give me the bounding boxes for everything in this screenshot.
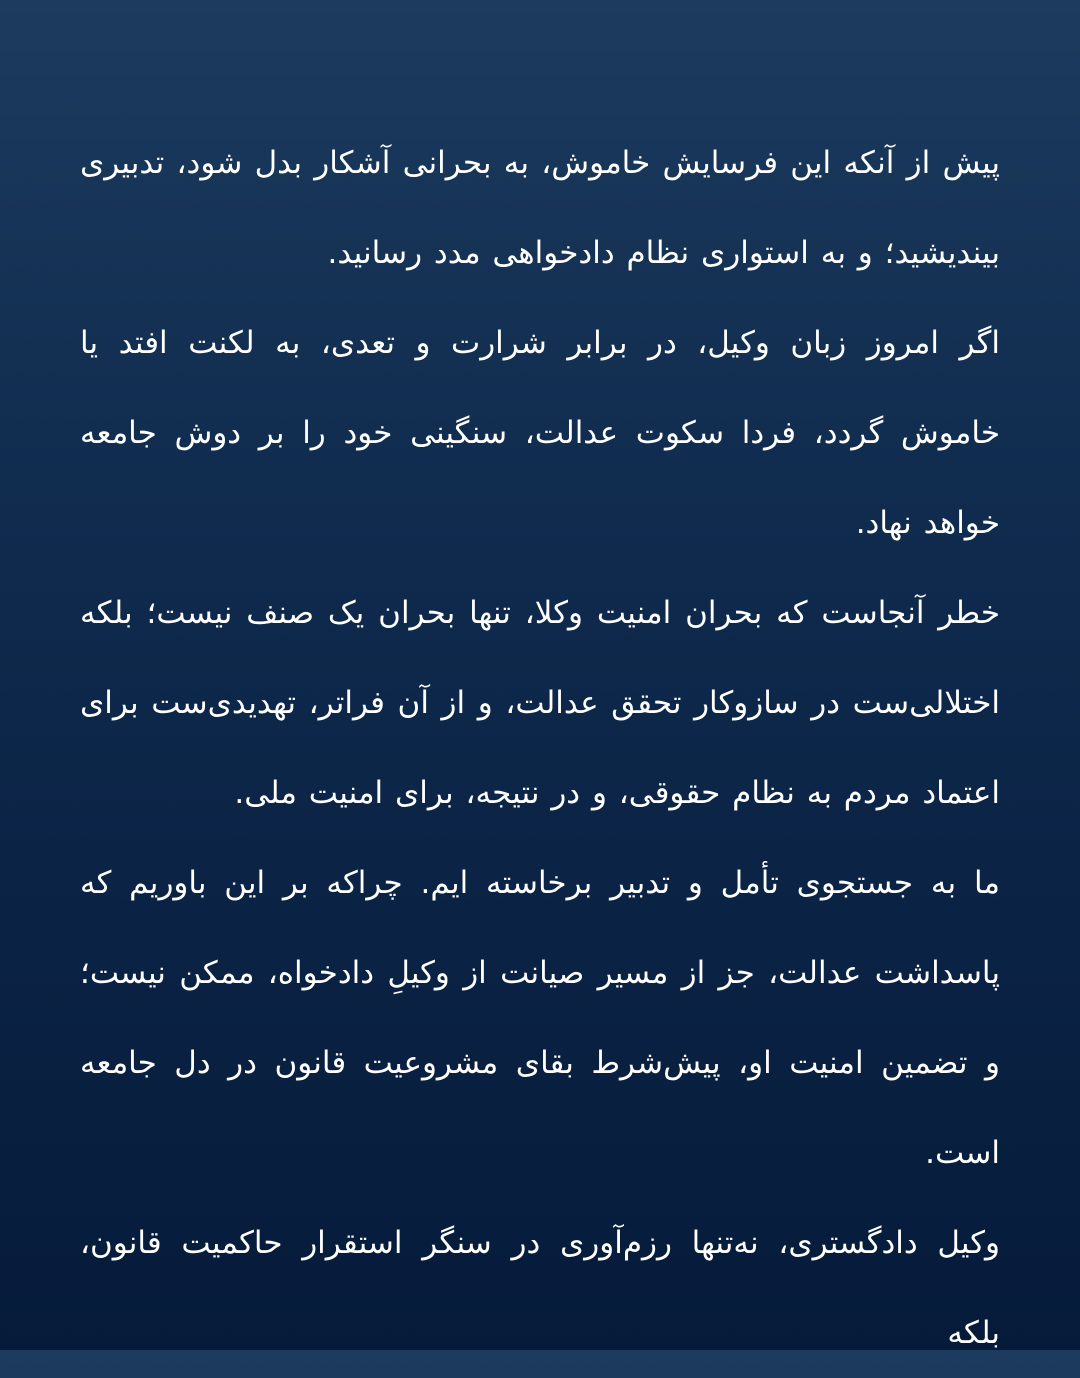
article-text [80,118,1000,1378]
paragraph-3: خطر آنجاست که بحران امنیت وکلا، تنها بحران یک صنف نیست؛ بلکه اختلالی‌ست در سازوکار تحقق عدالت، و از آن فراتر، تهدیدی‌ست برای اعتماد مردم به نظام حقوقی، و در نتیجه، برای امنیت ملی. [80,595,1000,811]
paragraph-4: ما به جستجوی تأمل و تدبیر برخاسته ایم. چراکه بر این باوریم که پاسداشت عدالت، جز از مسیر صیانت از وکیلِ دادخواه، ممکن نیست؛ و تضمین امنیت او، پیش‌شرط بقای مشروعیت قانون در دل جامعه است. [80,865,1000,1171]
paragraph-2: اگر امروز زبان وکیل، در برابر شرارت و تعدی، به لکنت افتد یا خاموش گردد، فردا سکوت عدالت، سنگینی خود را بر دوش جامعه خواهد نهاد. [80,325,1000,541]
paragraph-5: وکیل دادگستری، نه‌تنها رزم‌آوری در سنگر استقرار حاکمیت قانون، بلکه [80,1225,1000,1351]
paragraph-1: پیش از آنکه این فرسایش خاموش، به بحرانی آشکار بدل شود، تدبیری بیندیشید؛ و به استواری نظام دادخواهی مدد رسانید. [80,145,1000,271]
